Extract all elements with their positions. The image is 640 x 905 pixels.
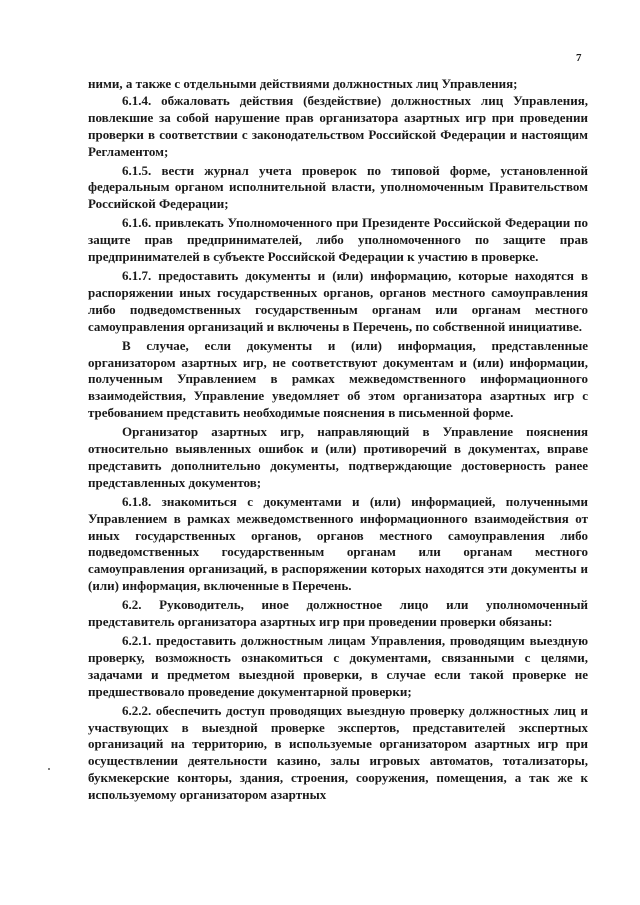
paragraph-organizer-explanations: Организатор азартных игр, направляющий в Управление пояснения относительно выявленных ошибок и (или) противоречий в документах, вправе представить дополнительно документы, подтверждающие достоверность ранее представленных документов; — [88, 424, 588, 490]
paragraph-6-1-7: 6.1.7. предоставить документы и (или) информацию, которые находятся в распоряжении иных государственных органов, органов местного самоуправления либо подведомственных государственным органам или органам местного самоуправления организаций и включены в Перечень, по собственной инициативе. — [88, 267, 588, 334]
page-number: 7 — [576, 52, 582, 64]
paragraph-6-1-6: 6.1.6. привлекать Уполномоченного при Президенте Российской Федерации по защите прав предпринимателей, либо уполномоченного по защите прав предпринимателей в субъекте Российской Федерации к участию в проверке. — [88, 215, 588, 265]
paragraph-continuation: ними, а также с отдельными действиями должностных лиц Управления; — [88, 76, 518, 91]
paragraph-6-1-8: 6.1.8. знакомиться с документами и (или) информацией, полученными Управлением в рамках межведомственного информационного взаимодействия от иных государственных органов, органов местного самоуправления либо подведомственных государственным органам или органам местного самоуправления организаций, в распоряжении которых находятся эти документы и (или) информация, включенные в Перечень. — [88, 493, 588, 594]
scan-artifact-dot — [48, 768, 50, 770]
paragraph-6-2-1: 6.2.1. предоставить должностным лицам Управления, проводящим выездную проверку, возможность ознакомиться с документами, связанными с целями, задачами и предметом выездной проверки, в случае если такой проверке не предшествовало проведение документарной проверки; — [88, 633, 588, 699]
paragraph-6-1-5: 6.1.5. вести журнал учета проверок по типовой форме, установленной федеральным органом исполнительной власти, уполномоченным Правительством Российской Федерации; — [88, 162, 588, 212]
paragraph-case-mismatch: В случае, если документы и (или) информация, представленные организатором азартных игр, не соответствуют документам и (или) информации, полученным Управлением в рамках межведомственного информационного взаимодействия, Управление уведомляет об этом организатора азартных игр с требованием представить необходимые пояснения в письменной форме. — [88, 337, 588, 421]
paragraph-6-2-2: 6.2.2. обеспечить доступ проводящих выездную проверку должностных лиц и участвующих в выездной проверке экспертов, представителей экспертных организаций на территорию, в используемые организатором азартных игр при осуществлении деятельности казино, залы игровых автоматов, тотализаторы, букмекерские конторы, здания, строения, сооружения, помещения, а так же к используемому организатором азартных — [88, 702, 588, 803]
paragraph-6-2: 6.2. Руководитель, иное должностное лицо или уполномоченный представитель организатора азартных игр при проведении проверки обязаны: — [88, 597, 588, 630]
paragraph-6-1-4: 6.1.4. обжаловать действия (бездействие) должностных лиц Управления, повлекшие за собой нарушение прав организатора азартных игр при проведении проверки в соответствии с законодательством Российской Федерации и настоящим Регламентом; — [88, 92, 588, 159]
document-body — [88, 76, 588, 804]
